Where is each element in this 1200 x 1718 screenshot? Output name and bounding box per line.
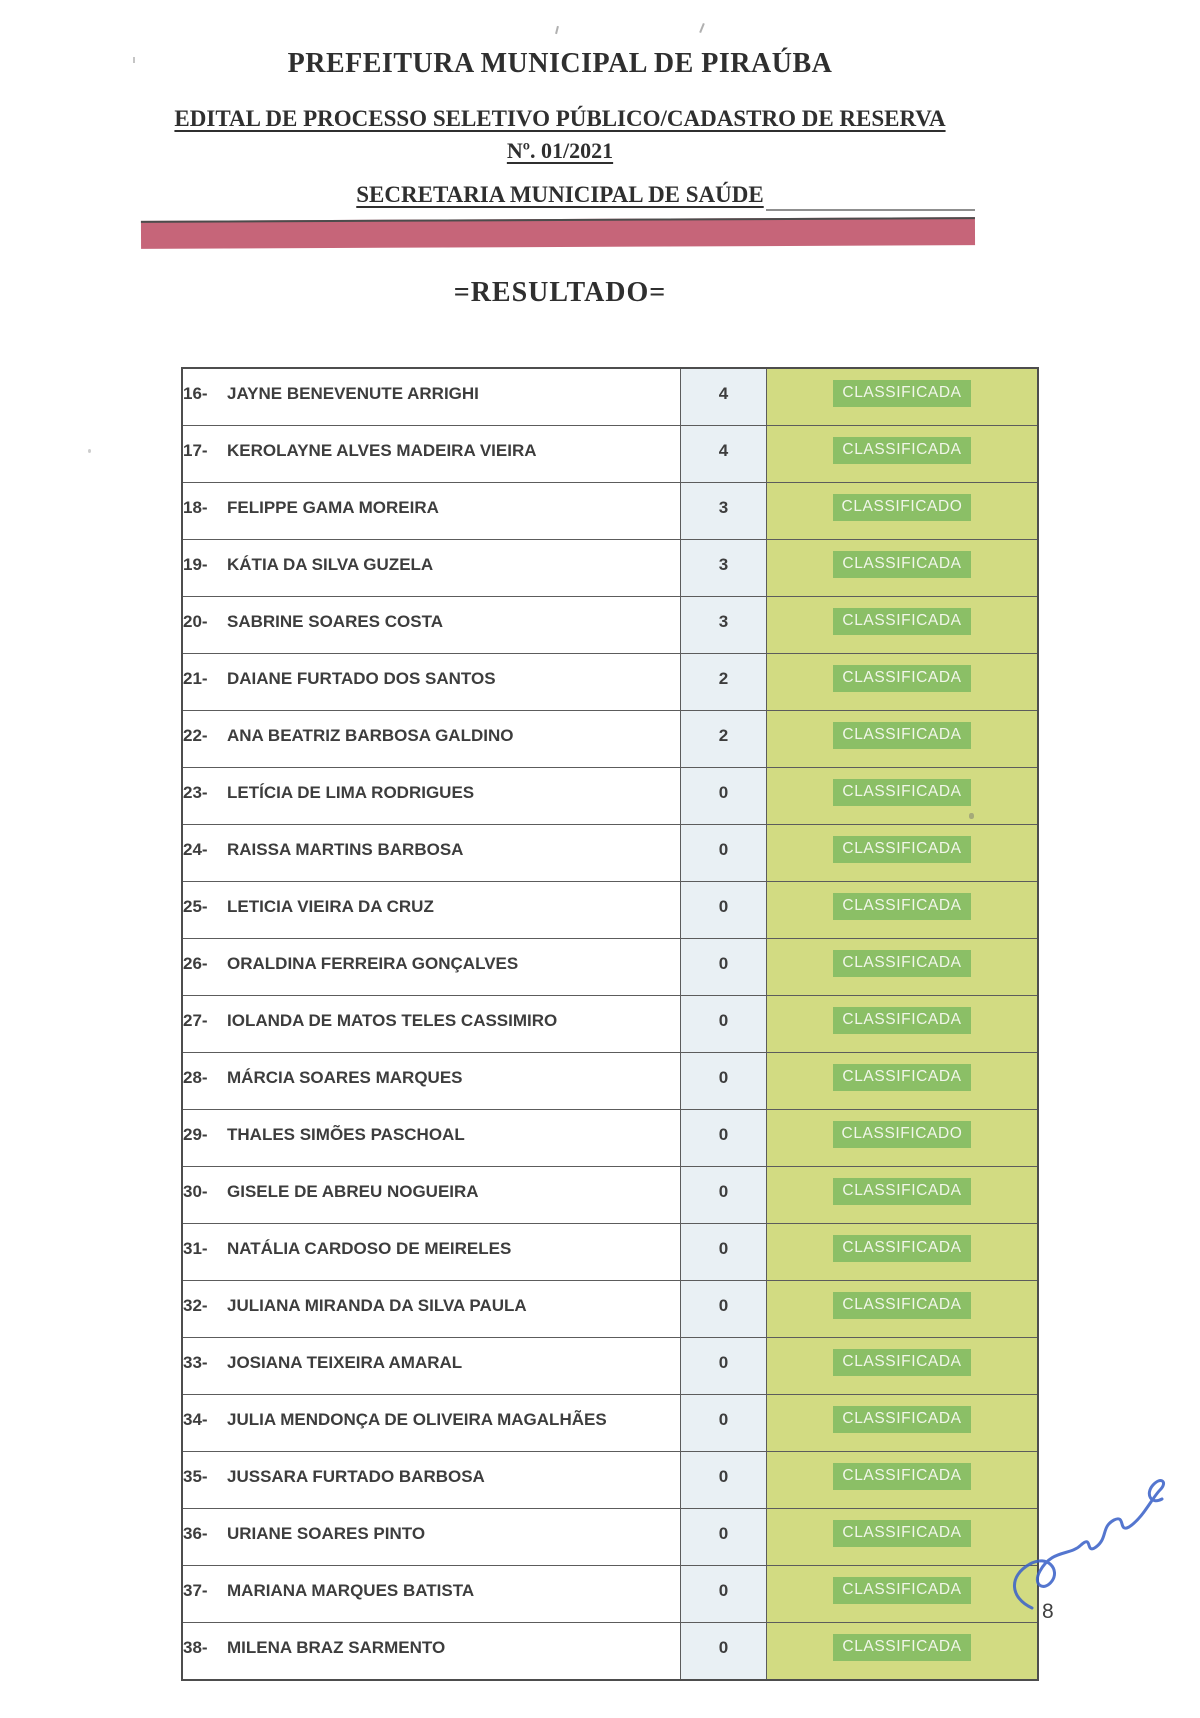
underline-extension bbox=[766, 209, 975, 211]
candidate-name-cell bbox=[182, 368, 681, 426]
candidate-score-cell: 3 bbox=[681, 540, 767, 597]
candidate-rank: 35- bbox=[183, 1466, 208, 1486]
candidate-rank: 18- bbox=[183, 497, 208, 517]
candidate-name-cell bbox=[182, 711, 681, 768]
accent-bar bbox=[141, 217, 975, 249]
candidate-rank: 34- bbox=[183, 1409, 208, 1429]
table-row bbox=[182, 540, 1038, 597]
candidate-name-cell bbox=[182, 654, 681, 711]
candidate-score-cell: 0 bbox=[681, 1110, 767, 1167]
candidate-score-cell: 3 bbox=[681, 597, 767, 654]
page-title: PREFEITURA MUNICIPAL DE PIRAÚBA bbox=[287, 48, 833, 79]
candidate-score-cell: 0 bbox=[681, 1224, 767, 1281]
candidate-score-cell: 0 bbox=[681, 1395, 767, 1452]
status-badge: CLASSIFICADO bbox=[833, 494, 972, 521]
candidate-name: THALES SIMÕES PASCHOAL bbox=[227, 1124, 465, 1144]
candidate-name-cell bbox=[182, 825, 681, 882]
candidate-name: JULIANA MIRANDA DA SILVA PAULA bbox=[227, 1295, 527, 1315]
table-row bbox=[182, 426, 1038, 483]
status-badge: CLASSIFICADA bbox=[833, 608, 970, 635]
candidate-rank: 17- bbox=[183, 440, 208, 460]
table-row bbox=[182, 825, 1038, 882]
candidate-name: GISELE DE ABREU NOGUEIRA bbox=[227, 1181, 479, 1201]
signature-scribble bbox=[1002, 1448, 1177, 1623]
candidate-name-cell bbox=[182, 426, 681, 483]
candidate-rank: 33- bbox=[183, 1352, 208, 1372]
status-badge: CLASSIFICADA bbox=[833, 1577, 970, 1604]
candidate-rank: 19- bbox=[183, 554, 208, 574]
table-row bbox=[182, 1452, 1038, 1509]
candidate-score-cell: 2 bbox=[681, 711, 767, 768]
candidate-rank: 23- bbox=[183, 782, 208, 802]
candidate-name: MARIANA MARQUES BATISTA bbox=[227, 1580, 475, 1600]
candidate-score-cell: 0 bbox=[681, 1338, 767, 1395]
candidate-rank: 21- bbox=[183, 668, 208, 688]
candidate-name-cell bbox=[182, 540, 681, 597]
status-badge: CLASSIFICADA bbox=[833, 836, 970, 863]
candidate-score-cell: 3 bbox=[681, 483, 767, 540]
status-badge: CLASSIFICADA bbox=[833, 1235, 970, 1262]
candidate-status-cell bbox=[767, 1224, 1039, 1281]
candidate-name: MÁRCIA SOARES MARQUES bbox=[227, 1067, 463, 1087]
status-badge: CLASSIFICADA bbox=[833, 1463, 970, 1490]
candidate-name-cell bbox=[182, 1281, 681, 1338]
candidate-status-cell bbox=[767, 939, 1039, 996]
candidate-name-cell bbox=[182, 1566, 681, 1623]
candidate-name: JAYNE BENEVENUTE ARRIGHI bbox=[227, 383, 479, 403]
table-row bbox=[182, 1623, 1038, 1681]
candidate-name-cell bbox=[182, 1452, 681, 1509]
candidate-status-cell bbox=[767, 426, 1039, 483]
candidate-status-cell bbox=[767, 1053, 1039, 1110]
department-heading: SECRETARIA MUNICIPAL DE SAÚDE bbox=[356, 182, 764, 207]
scan-artifact bbox=[699, 23, 705, 33]
candidate-rank: 28- bbox=[183, 1067, 208, 1087]
candidate-status-cell bbox=[767, 1395, 1039, 1452]
candidate-rank: 36- bbox=[183, 1523, 208, 1543]
candidate-status-cell bbox=[767, 1509, 1039, 1566]
candidate-rank: 27- bbox=[183, 1010, 208, 1030]
candidate-rank: 32- bbox=[183, 1295, 208, 1315]
scan-artifact bbox=[555, 26, 559, 34]
candidate-name: FELIPPE GAMA MOREIRA bbox=[227, 497, 439, 517]
scan-artifact bbox=[133, 57, 135, 63]
candidate-rank: 20- bbox=[183, 611, 208, 631]
candidate-name-cell bbox=[182, 939, 681, 996]
results-table bbox=[181, 367, 1039, 1681]
candidate-name-cell bbox=[182, 597, 681, 654]
table-row bbox=[182, 1053, 1038, 1110]
candidate-name-cell bbox=[182, 1053, 681, 1110]
candidate-name: ANA BEATRIZ BARBOSA GALDINO bbox=[227, 725, 514, 745]
candidate-rank: 25- bbox=[183, 896, 208, 916]
status-badge: CLASSIFICADA bbox=[833, 437, 970, 464]
candidate-score-cell: 2 bbox=[681, 654, 767, 711]
scan-artifact bbox=[88, 449, 91, 453]
table-row bbox=[182, 996, 1038, 1053]
candidate-rank: 29- bbox=[183, 1124, 208, 1144]
candidate-name: SABRINE SOARES COSTA bbox=[227, 611, 443, 631]
candidate-score-cell: 0 bbox=[681, 1053, 767, 1110]
candidate-rank: 16- bbox=[183, 383, 208, 403]
candidate-status-cell bbox=[767, 1338, 1039, 1395]
candidate-status-cell bbox=[767, 768, 1039, 825]
candidate-status-cell bbox=[767, 597, 1039, 654]
candidate-name: JOSIANA TEIXEIRA AMARAL bbox=[227, 1352, 463, 1372]
table-row bbox=[182, 483, 1038, 540]
result-heading: =RESULTADO= bbox=[453, 277, 667, 308]
table-row bbox=[182, 368, 1038, 426]
candidate-score-cell: 0 bbox=[681, 1566, 767, 1623]
candidate-score-cell: 4 bbox=[681, 426, 767, 483]
status-badge: CLASSIFICADA bbox=[833, 380, 970, 407]
table-row bbox=[182, 939, 1038, 996]
candidate-status-cell bbox=[767, 1452, 1039, 1509]
candidate-status-cell bbox=[767, 711, 1039, 768]
candidate-name: JULIA MENDONÇA DE OLIVEIRA MAGALHÃES bbox=[227, 1409, 607, 1429]
table-row bbox=[182, 1338, 1038, 1395]
candidate-score-cell: 0 bbox=[681, 1623, 767, 1681]
table-row bbox=[182, 597, 1038, 654]
candidate-status-cell bbox=[767, 654, 1039, 711]
table-row bbox=[182, 1566, 1038, 1623]
candidate-status-cell bbox=[767, 1167, 1039, 1224]
candidate-score-cell: 0 bbox=[681, 939, 767, 996]
table-row bbox=[182, 1110, 1038, 1167]
candidate-status-cell bbox=[767, 825, 1039, 882]
candidate-status-cell bbox=[767, 996, 1039, 1053]
candidate-score-cell: 0 bbox=[681, 882, 767, 939]
results-table-body bbox=[182, 368, 1038, 1680]
candidate-name-cell bbox=[182, 1224, 681, 1281]
table-row bbox=[182, 1224, 1038, 1281]
candidate-rank: 24- bbox=[183, 839, 208, 859]
candidate-name-cell bbox=[182, 1623, 681, 1681]
status-badge: CLASSIFICADA bbox=[833, 779, 970, 806]
table-row bbox=[182, 768, 1038, 825]
candidate-rank: 37- bbox=[183, 1580, 208, 1600]
candidate-score-cell: 0 bbox=[681, 1509, 767, 1566]
candidate-rank: 30- bbox=[183, 1181, 208, 1201]
candidate-name-cell bbox=[182, 768, 681, 825]
candidate-rank: 26- bbox=[183, 953, 208, 973]
table-row bbox=[182, 1167, 1038, 1224]
candidate-name: DAIANE FURTADO DOS SANTOS bbox=[227, 668, 496, 688]
status-badge: CLASSIFICADA bbox=[833, 1520, 970, 1547]
edital-heading: EDITAL DE PROCESSO SELETIVO PÚBLICO/CADASTRO DE RESERVA bbox=[174, 106, 946, 131]
candidate-name: KEROLAYNE ALVES MADEIRA VIEIRA bbox=[227, 440, 537, 460]
candidate-name: NATÁLIA CARDOSO DE MEIRELES bbox=[227, 1238, 512, 1258]
candidate-score-cell: 0 bbox=[681, 996, 767, 1053]
candidate-status-cell bbox=[767, 882, 1039, 939]
status-badge: CLASSIFICADA bbox=[833, 893, 970, 920]
status-badge: CLASSIFICADA bbox=[833, 950, 970, 977]
scan-artifact bbox=[969, 813, 974, 819]
status-badge: CLASSIFICADA bbox=[833, 1349, 970, 1376]
candidate-name: JUSSARA FURTADO BARBOSA bbox=[227, 1466, 485, 1486]
candidate-name-cell bbox=[182, 882, 681, 939]
status-badge: CLASSIFICADA bbox=[833, 1634, 970, 1661]
candidate-score-cell: 0 bbox=[681, 768, 767, 825]
status-badge: CLASSIFICADO bbox=[833, 1121, 972, 1148]
candidate-name-cell bbox=[182, 1509, 681, 1566]
candidate-score-cell: 4 bbox=[681, 368, 767, 426]
status-badge: CLASSIFICADA bbox=[833, 722, 970, 749]
status-badge: CLASSIFICADA bbox=[833, 1292, 970, 1319]
candidate-score-cell: 0 bbox=[681, 825, 767, 882]
candidate-name: RAISSA MARTINS BARBOSA bbox=[227, 839, 464, 859]
candidate-name-cell bbox=[182, 1167, 681, 1224]
candidate-status-cell bbox=[767, 1110, 1039, 1167]
candidate-status-cell bbox=[767, 1566, 1039, 1623]
candidate-rank: 38- bbox=[183, 1637, 208, 1657]
candidate-name: LETICIA VIEIRA DA CRUZ bbox=[227, 896, 434, 916]
candidate-status-cell bbox=[767, 1623, 1039, 1681]
candidate-name: IOLANDA DE MATOS TELES CASSIMIRO bbox=[227, 1010, 558, 1030]
candidate-name: URIANE SOARES PINTO bbox=[227, 1523, 426, 1543]
candidate-name-cell bbox=[182, 996, 681, 1053]
candidate-score-cell: 0 bbox=[681, 1281, 767, 1338]
candidate-name-cell bbox=[182, 483, 681, 540]
table-row bbox=[182, 711, 1038, 768]
candidate-name-cell bbox=[182, 1395, 681, 1452]
status-badge: CLASSIFICADA bbox=[833, 551, 970, 578]
candidate-name: MILENA BRAZ SARMENTO bbox=[227, 1637, 446, 1657]
candidate-status-cell bbox=[767, 483, 1039, 540]
candidate-name: ORALDINA FERREIRA GONÇALVES bbox=[227, 953, 519, 973]
candidate-name-cell bbox=[182, 1338, 681, 1395]
status-badge: CLASSIFICADA bbox=[833, 1007, 970, 1034]
candidate-name: KÁTIA DA SILVA GUZELA bbox=[227, 554, 434, 574]
status-badge: CLASSIFICADA bbox=[833, 1178, 970, 1205]
candidate-status-cell bbox=[767, 1281, 1039, 1338]
table-row bbox=[182, 1395, 1038, 1452]
table-row bbox=[182, 654, 1038, 711]
table-row bbox=[182, 882, 1038, 939]
candidate-rank: 31- bbox=[183, 1238, 208, 1258]
status-badge: CLASSIFICADA bbox=[833, 665, 970, 692]
candidate-rank: 22- bbox=[183, 725, 208, 745]
candidate-score-cell: 0 bbox=[681, 1452, 767, 1509]
edital-number: Nº. 01/2021 bbox=[506, 138, 614, 163]
candidate-status-cell bbox=[767, 540, 1039, 597]
candidate-name-cell bbox=[182, 1110, 681, 1167]
table-row bbox=[182, 1509, 1038, 1566]
candidate-name: LETÍCIA DE LIMA RODRIGUES bbox=[227, 782, 475, 802]
table-row bbox=[182, 1281, 1038, 1338]
status-badge: CLASSIFICADA bbox=[833, 1406, 970, 1433]
candidate-score-cell: 0 bbox=[681, 1167, 767, 1224]
page-number: 8 bbox=[1042, 1600, 1054, 1623]
status-badge: CLASSIFICADA bbox=[833, 1064, 970, 1091]
candidate-status-cell bbox=[767, 368, 1039, 426]
